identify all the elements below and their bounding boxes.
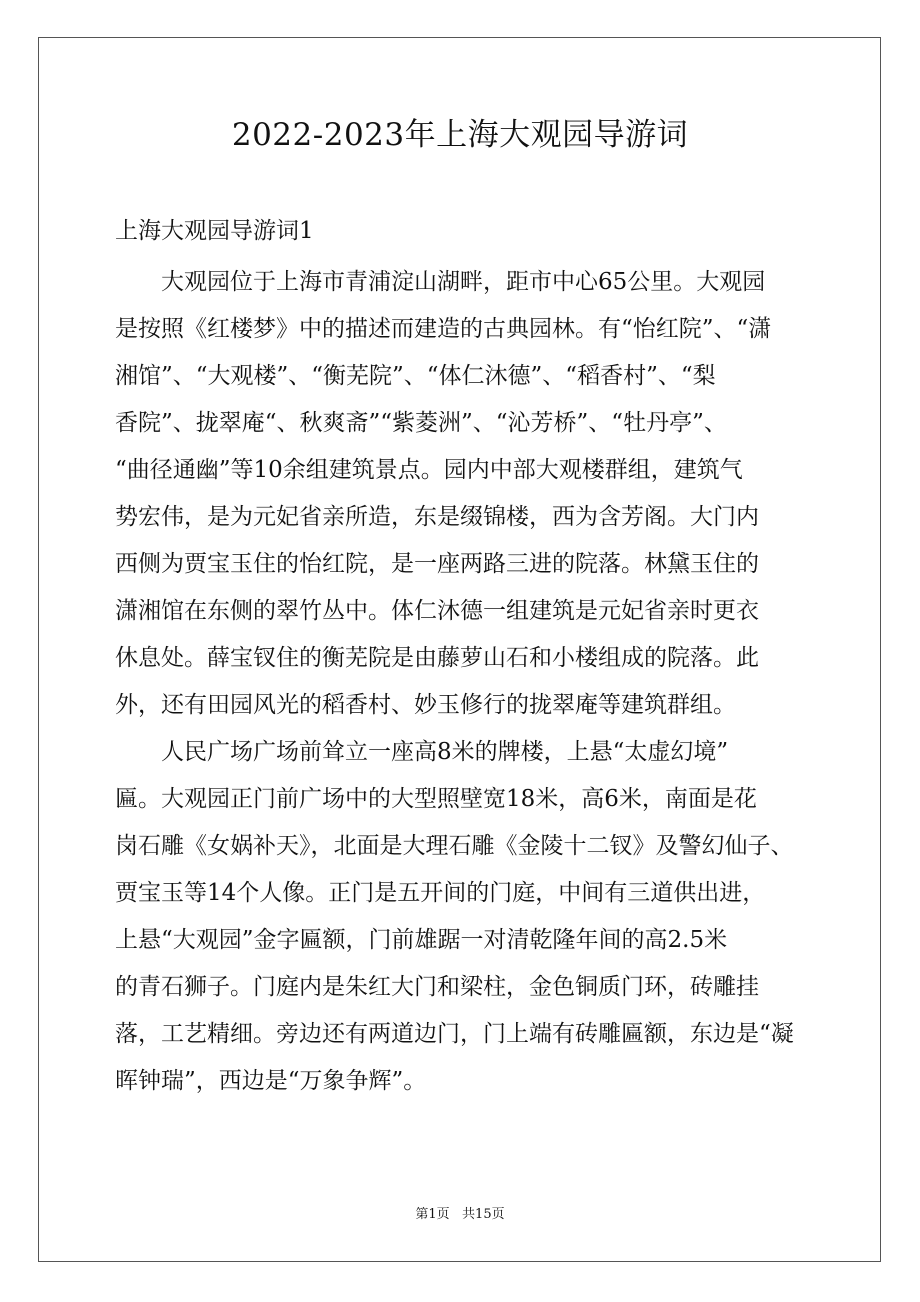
text-line: 势宏伟，是为元妃省亲所造，东是缀锦楼，西为含芳阁。大门内 xyxy=(115,504,759,530)
text-line: 大观园位于上海市青浦淀山湖畔，距市中心65公里。大观园 xyxy=(161,269,766,295)
text-line: 西侧为贾宝玉住的怡红院，是一座两路三进的院落。林黛玉住的 xyxy=(115,551,759,577)
text-line: 上悬“大观园”金字匾额，门前雄踞一对清乾隆年间的高2.5米 xyxy=(115,927,728,953)
text-line: 岗石雕《女娲补天》，北面是大理石雕《金陵十二钗》及警幻仙子、 xyxy=(115,833,794,859)
text-line: 晖钟瑞”，西边是“万象争辉”。 xyxy=(115,1068,427,1094)
paragraph-1 xyxy=(115,259,820,729)
text-line: 匾。大观园正门前广场中的大型照壁宽18米，高6米，南面是花 xyxy=(115,786,757,812)
page-number-footer: 第1页 共15页 xyxy=(415,1207,505,1222)
document-title: 2022-2023年上海大观园导游词 xyxy=(231,117,689,153)
text-line: 是按照《红楼梦》中的描述而建造的古典园林。有“怡红院”、“潇 xyxy=(115,316,772,342)
text-line: 湘馆”、“大观楼”、“衡芜院”、“体仁沐德”、“稻香村”、“梨 xyxy=(115,363,716,389)
text-line: 落，工艺精细。旁边还有两道边门，门上端有砖雕匾额，东边是“凝 xyxy=(115,1021,794,1047)
text-line: 的青石狮子。门庭内是朱红大门和梁柱，金色铜质门环，砖雕挂 xyxy=(115,974,759,1000)
paragraph-2 xyxy=(115,729,820,1105)
text-line: “曲径通幽”等10余组建筑景点。园内中部大观楼群组，建筑气 xyxy=(115,457,743,483)
text-line: 人民广场广场前耸立一座高8米的牌楼，上悬“太虚幻境” xyxy=(161,739,729,765)
document-body xyxy=(115,259,820,1105)
text-line: 潇湘馆在东侧的翠竹丛中。体仁沐德一组建筑是元妃省亲时更衣 xyxy=(115,598,759,624)
section-heading: 上海大观园导游词1 xyxy=(115,218,314,244)
text-line: 休息处。薛宝钗住的衡芜院是由藤萝山石和小楼组成的院落。此 xyxy=(115,645,759,671)
text-line: 香院”、拢翠庵“、秋爽斋”“紫菱洲”、“沁芳桥”、“牡丹亭”、 xyxy=(115,410,727,436)
text-line: 外，还有田园风光的稻香村、妙玉修行的拢翠庵等建筑群组。 xyxy=(115,692,736,718)
text-line: 贾宝玉等14个人像。正门是五开间的门庭，中间有三道供出进， xyxy=(115,880,766,906)
